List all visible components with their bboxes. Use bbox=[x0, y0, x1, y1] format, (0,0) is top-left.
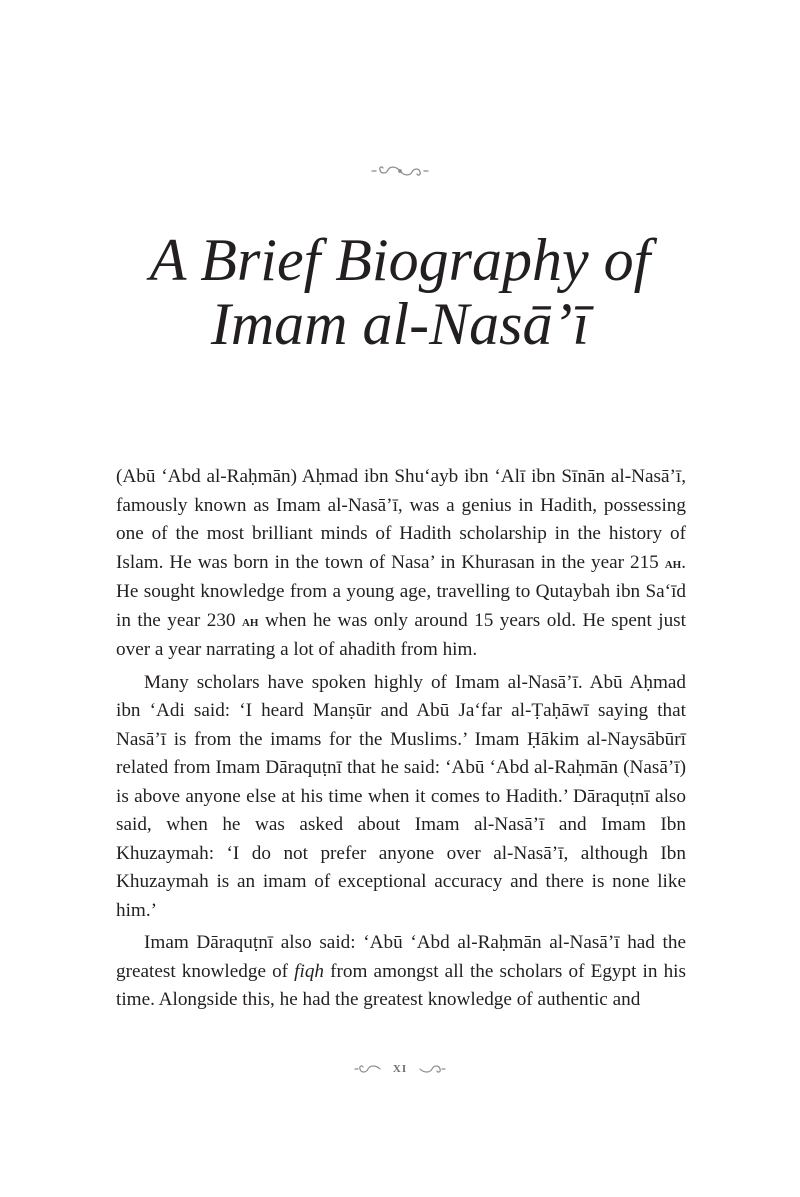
chapter-title-line-1: A Brief Biography of bbox=[149, 227, 651, 293]
italic-term: fiqh bbox=[294, 960, 325, 982]
era-abbrev: ah bbox=[664, 554, 682, 572]
flourish-ornament-icon bbox=[370, 164, 430, 178]
paragraph-2: Many scholars have spoken highly of Imam al-Nasā’ī. Abū Aḥmad ibn ‘Adi said: ‘I heard Manṣūr and Abū Ja‘far al-Ṭaḥāwī saying that Nasā’ī is from the imams for the Muslims.’ Imam Ḥākim al-Naysābūrī related from Imam Dāraquṭnī that he said: ‘Abū ‘Abd al-Raḥmān (Nasā’ī) is above anyone else at his time when it comes to Hadith.’ Dāraquṭnī also said, when he was asked about Imam al-Nasā’ī and Imam Ibn Khuzaymah: ‘I do not prefer anyone over al-Nasā’ī, although Ibn Khuzaymah is an imam of exceptional accuracy and there is none like him.’ bbox=[116, 671, 686, 921]
flourish-left-icon bbox=[354, 1063, 382, 1075]
era-abbrev: ah bbox=[241, 612, 259, 630]
paragraph-3 bbox=[116, 929, 686, 1015]
chapter-title-line-2: Imam al-Nasā’ī bbox=[210, 291, 590, 357]
paragraph-1-text-a: (Abū ‘Abd al-Raḥmān) Aḥmad ibn Shu‘ayb ibn ‘Alī ibn Sīnān al-Nasā’ī, famously known as Imam al-Nasā’ī, was a genius in Hadith, possessing one of the most brilliant minds of Hadith scholarship in the history of Islam. He was born in the town of Nasa’ in Khurasan in the year 215 bbox=[116, 466, 686, 573]
flourish-right-icon bbox=[418, 1063, 446, 1075]
paragraph-1-text-b: . He sought knowledge from a young age, travelling to Qutaybah ibn Sa‘īd in the year 230 bbox=[116, 551, 686, 631]
paragraph-1 bbox=[116, 463, 686, 665]
chapter-title bbox=[0, 228, 800, 356]
body-text bbox=[116, 463, 686, 1015]
paragraph-1-text-c: when he was only around 15 years old. He spent just over a year narrating a lot of ahadith from him. bbox=[116, 609, 686, 660]
paragraph-3-text-b: from amongst all the scholars of Egypt in his time. Alongside this, he had the greatest knowledge of authentic and bbox=[116, 960, 686, 1010]
page-number: xi bbox=[392, 1060, 408, 1077]
page-footer bbox=[0, 1060, 800, 1077]
paragraph-3-text-a: Imam Dāraquṭnī also said: ‘Abū ‘Abd al-Raḥmān al-Nasā’ī had the greatest knowledge of bbox=[116, 932, 686, 982]
